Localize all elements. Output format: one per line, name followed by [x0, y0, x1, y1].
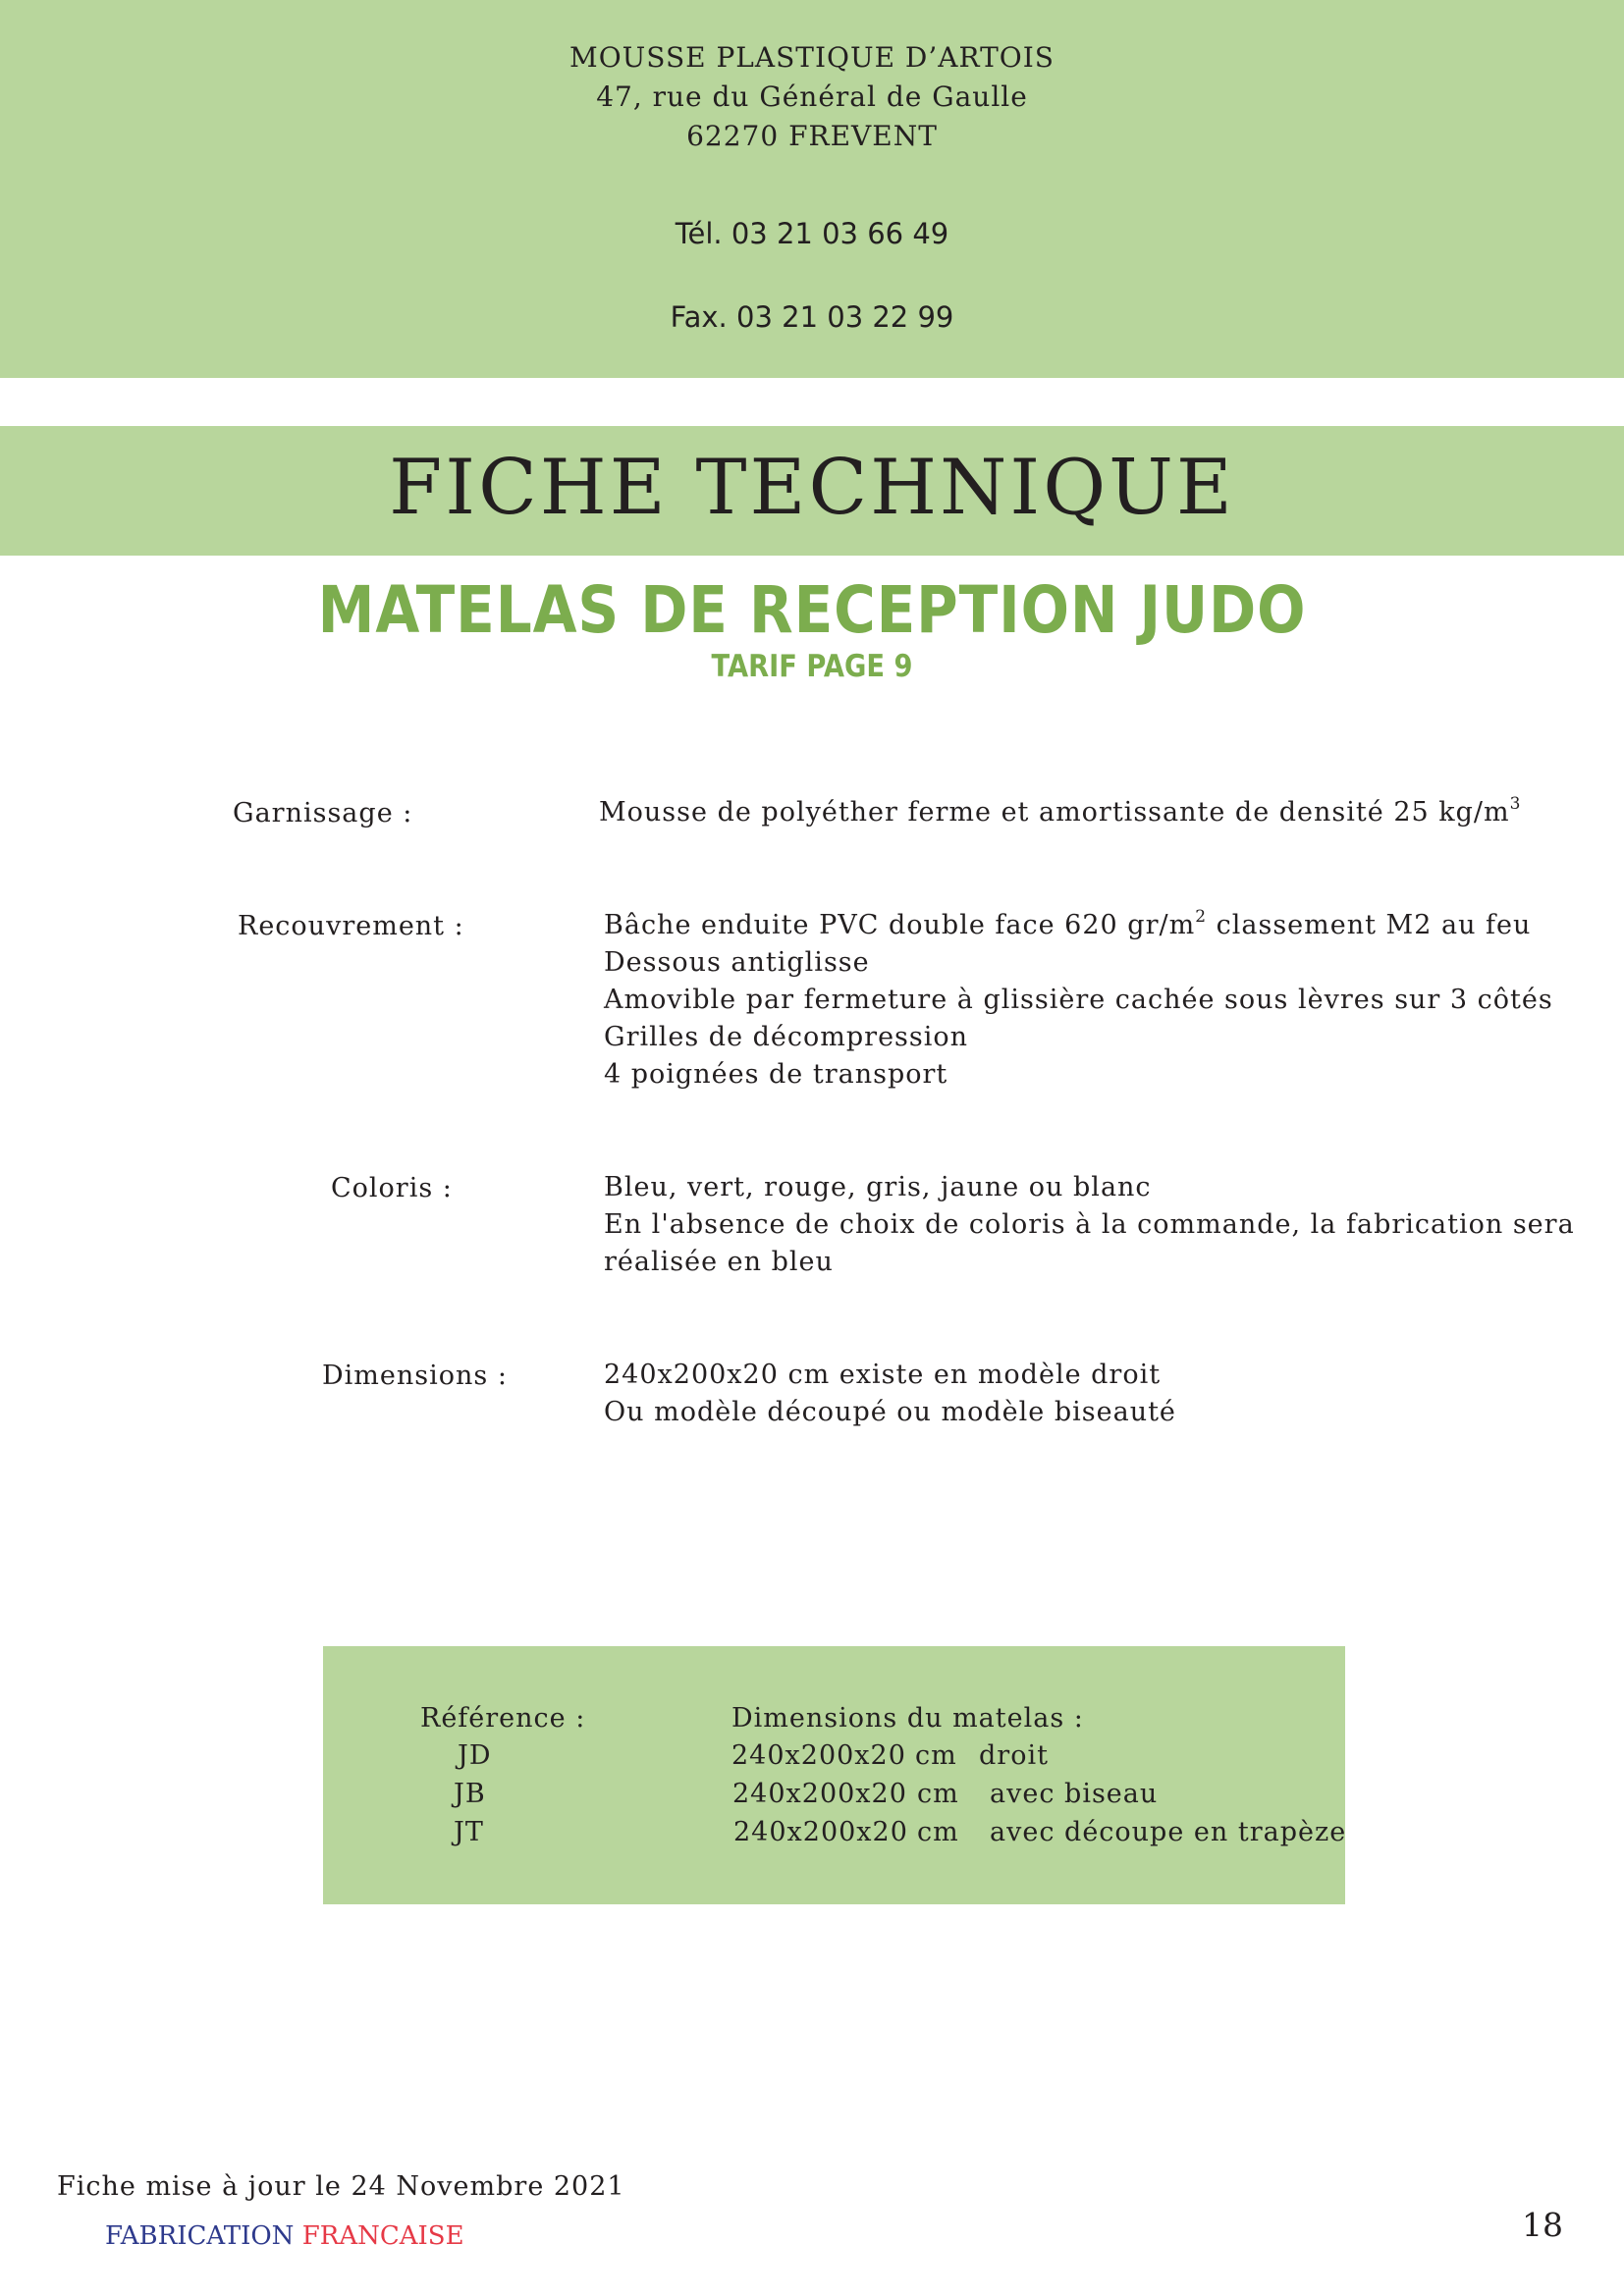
- table-row-desc: avec découpe en trapèze: [990, 1817, 1347, 1847]
- table-row-ref: JB: [454, 1779, 486, 1809]
- recouvrement-line-4: Grilles de décompression: [604, 1022, 969, 1052]
- garnissage-value: Mousse de polyéther ferme et amortissante de densité 25 kg/m: [599, 797, 1510, 828]
- table-row-desc: avec biseau: [990, 1779, 1159, 1809]
- company-name: MOUSSE PLASTIQUE D’ARTOIS: [569, 41, 1055, 74]
- page-title: FICHE TECHNIQUE: [389, 444, 1235, 532]
- fabrication-word: FABRICATION: [105, 2221, 295, 2251]
- coloris-line-2: En l'absence de choix de coloris à la commande, la fabrication sera: [604, 1209, 1575, 1240]
- dimensions-line-1: 240x200x20 cm existe en modèle droit: [604, 1360, 1162, 1390]
- table-row-desc: droit: [979, 1740, 1049, 1771]
- garnissage-label: Garnissage :: [233, 798, 413, 828]
- table-row-size: 240x200x20: [732, 1779, 907, 1809]
- dimensions-label: Dimensions :: [322, 1361, 508, 1391]
- page-number: 18: [1522, 2206, 1563, 2244]
- garnissage-text: [599, 794, 1521, 831]
- garnissage-sup: 3: [1509, 794, 1522, 814]
- table-row-ref: JT: [454, 1817, 484, 1847]
- company-fax: Fax. 03 21 03 22 99: [670, 300, 954, 334]
- francaise-word: FRANCAISE: [301, 2221, 464, 2251]
- recouvrement-sup: 2: [1195, 907, 1208, 927]
- dimensions-header: Dimensions du matelas :: [731, 1703, 1084, 1734]
- fabrication-francaise: [105, 2221, 464, 2251]
- recouvrement-line-5: 4 poignées de transport: [604, 1059, 948, 1090]
- recouvrement-line-1-rest: classement M2 au feu: [1207, 910, 1532, 940]
- company-street: 47, rue du Général de Gaulle: [596, 80, 1028, 113]
- product-title: MATELAS DE RECEPTION JUDO: [317, 572, 1307, 648]
- table-row-size: 240x200x20: [731, 1740, 906, 1771]
- recouvrement-label: Recouvrement :: [238, 911, 464, 941]
- dimensions-line-2: Ou modèle découpé ou modèle biseauté: [604, 1397, 1176, 1427]
- company-phone: Tél. 03 21 03 66 49: [675, 217, 949, 250]
- update-date: Fiche mise à jour le 24 Novembre 2021: [57, 2171, 625, 2202]
- coloris-line-3: réalisée en bleu: [604, 1247, 834, 1277]
- reference-header: Référence :: [420, 1703, 586, 1734]
- table-row-ref: JD: [458, 1740, 492, 1771]
- reference-table: [323, 1646, 1345, 1904]
- coloris-line-1: Bleu, vert, rouge, gris, jaune ou blanc: [604, 1172, 1152, 1202]
- table-row-size: 240x200x20: [733, 1817, 908, 1847]
- table-row-unit: cm: [917, 1779, 959, 1809]
- tarif-note: TARIF PAGE 9: [711, 649, 913, 684]
- title-band: [0, 426, 1624, 556]
- recouvrement-line-2: Dessous antiglisse: [604, 947, 870, 978]
- recouvrement-line-1-text: Bâche enduite PVC double face 620 gr/m: [604, 910, 1196, 940]
- company-city: 62270 FREVENT: [686, 120, 938, 152]
- coloris-label: Coloris :: [331, 1173, 453, 1203]
- table-row-unit: cm: [915, 1740, 957, 1771]
- table-row-unit: cm: [917, 1817, 959, 1847]
- recouvrement-line-1: [604, 907, 1531, 944]
- company-header: [0, 0, 1624, 378]
- recouvrement-line-3: Amovible par fermeture à glissière cachée sous lèvres sur 3 côtés: [604, 985, 1553, 1015]
